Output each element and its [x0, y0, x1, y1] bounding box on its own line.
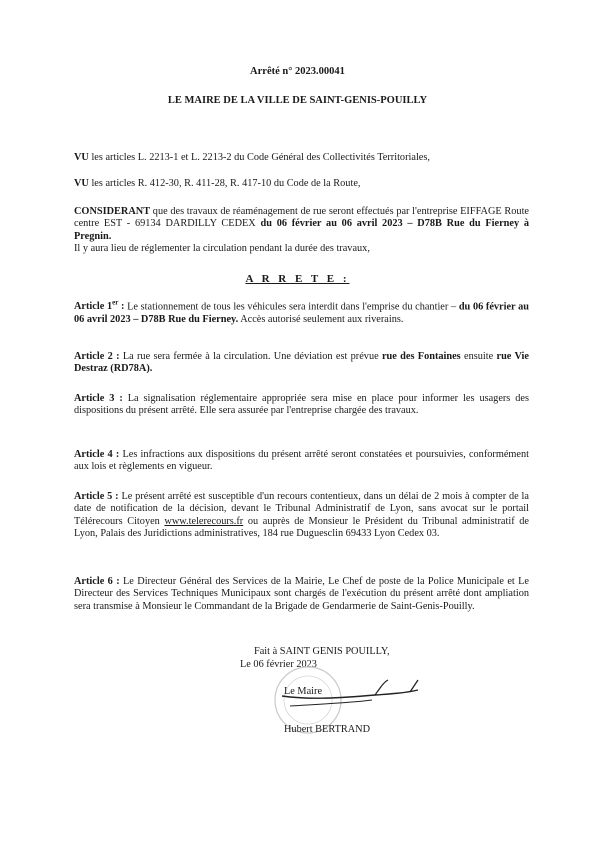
vu-text: les articles L. 2213-1 et L. 2213-2 du Code Général des Collectivités Territoriales,	[88, 152, 430, 163]
vu-label: VU	[74, 178, 89, 189]
considerant-paragraph	[74, 206, 529, 256]
signature-role: Le Maire	[284, 686, 323, 697]
article-text: La signalisation réglementaire appropriée sera mise en place pour informer les usagers des dispositions du présent arrêté. Elle sera assurée par l'entreprise chargée des travaux.	[74, 393, 529, 417]
article-text: Les infractions aux dispositions du présent arrêté seront constatées et poursuivies, conformément aux lois et règlements en vigueur.	[74, 449, 529, 473]
arrete-heading: A R R E T E :	[245, 273, 350, 285]
article-text: Le présent arrêté est susceptible d'un recours contentieux, dans un délai de 2 mois à compter de la date de notification de la décision, devant le Tribunal Administratif de Lyon, sans avocat sur le portail Télérecours Citoyen	[74, 491, 529, 527]
considerant-text: que des travaux de réaménagement de rue seront effectués par l'entreprise EIFFAGE Route centre EST - 69134 DARDILLY CEDEX	[74, 206, 529, 230]
article-3	[74, 393, 529, 418]
article-label: Article 3 :	[74, 393, 123, 404]
article-dates: du 06 février au 06 avril 2023 – D78B Rue du Fierney.	[74, 301, 529, 325]
article-text-mid: ensuite	[460, 351, 497, 362]
article-2	[74, 351, 529, 376]
signature-name: Hubert BERTRAND	[284, 724, 371, 735]
telerecours-link[interactable]: www.telerecours.fr	[164, 515, 244, 527]
document-title: LE MAIRE DE LA VILLE DE SAINT-GENIS-POUILLY	[167, 95, 428, 106]
article-label: Article 2 :	[74, 351, 120, 362]
deviation-street-2: rue Vie Destraz (RD78A).	[74, 351, 529, 375]
article-text: Le Directeur Général des Services de la Mairie, Le Chef de poste de la Police Municipale et Le Directeur des Services Techniques Municipaux sont chargés de l'exécution du présent arrêté dont ampliation sera transmise à Monsieur le Commandant de la Brigade de Gendarmerie de Saint-Genis-Pouilly.	[74, 576, 529, 612]
article-label: Article 6 :	[74, 576, 120, 587]
considerant-label: CONSIDERANT	[74, 206, 151, 217]
article-label: Article 1er :	[74, 299, 125, 313]
arrete-number: Arrêté n° 2023.00041	[250, 66, 345, 77]
vu-text: les articles R. 412-30, R. 411-28, R. 417-10 du Code de la Route,	[88, 178, 361, 189]
signature-date: Le 06 février 2023	[240, 659, 317, 670]
article-text-end: ou auprès de Monsieur le Président du Tribunal administratif de Lyon, Palais des Juridictions administratives, 184 rue Duguesclin 69433 Lyon Cedex 03.	[74, 515, 529, 540]
article-label: Article 5 :	[74, 491, 119, 502]
deviation-street-1: rue des Fontaines	[381, 351, 461, 362]
vu-paragraph-1	[74, 152, 529, 164]
considerant-conclusion: Il y aura lieu de réglementer la circulation pendant la durée des travaux,	[74, 243, 370, 255]
article-label: Article 4 :	[74, 449, 120, 460]
vu-label: VU	[74, 152, 89, 163]
article-5	[74, 491, 529, 541]
signature-place: Fait à SAINT GENIS POUILLY,	[254, 646, 390, 657]
article-6	[74, 576, 529, 613]
article-4	[74, 449, 529, 474]
vu-paragraph-2	[74, 178, 529, 190]
handwritten-signature	[280, 676, 430, 716]
article-1	[74, 297, 529, 326]
article-text: Le stationnement de tous les véhicules sera interdit dans l'emprise du chantier –	[124, 301, 459, 313]
considerant-dates: du 06 février au 06 avril 2023 – D78B Rue du Fierney à Pregnin.	[74, 218, 529, 242]
article-text-end: Accès autorisé seulement aux riverains.	[238, 313, 404, 325]
article-text: La rue sera fermée à la circulation. Une déviation est prévue	[119, 351, 382, 362]
